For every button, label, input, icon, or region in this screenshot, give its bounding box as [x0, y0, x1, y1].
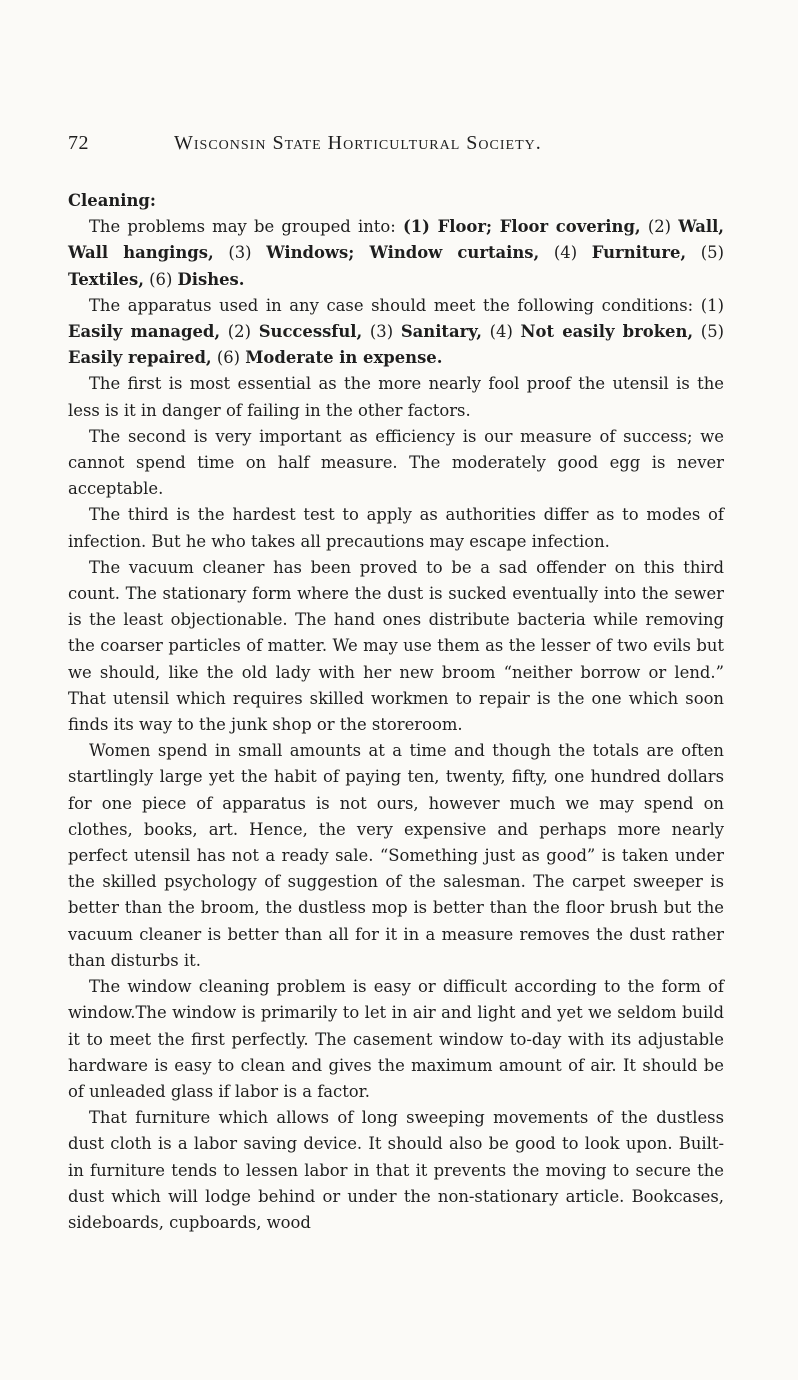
- paragraph-apparatus: The apparatus used in any case should meet the following conditions: (1) Easily managed, (2) Successful, (3) Sanitary, (4) Not easily broken, (5) Easily repaired, (6) Moderate in expense.: [68, 295, 725, 368]
- running-title: Wisconsin State Horticultural Society.: [174, 132, 542, 154]
- paragraph-women-spend: Women spend in small amounts at a time and though the totals are often startlingly large yet the habit of paying ten, twenty, fifty, one hundred dollars for one piece of apparatus is not ours, however much we may spend on clothes, books, art. Hence, the very expensive and perhaps more nearly perfect utensil has not a ready sale. “Something just as good” is taken under the skilled psychology of suggestion of the salesman. The carpet sweeper is better than the broom, the dustless mop is better than the floor brush but the vacuum cleaner is better than all for it in a measure removes the dust rather than disturbs it.: [68, 741, 724, 970]
- section-heading: Cleaning:: [68, 191, 156, 210]
- page-number: 72: [68, 132, 89, 154]
- paragraph-vacuum-cleaner: The vacuum cleaner has been proved to be a sad offender on this third count. The stationary form where the dust is sucked eventually into the sewer is the least objectionable. The hand ones distribute bacteria while removing the coarser particles of matter. We may use them as the lesser of two evils but we should, like the old lady with her new broom “neither borrow or lend.” That utensil which requires skilled workmen to repair is the one which soon finds its way to the junk shop or the storeroom.: [68, 557, 724, 735]
- paragraph-first: The first is most essential as the more nearly fool proof the utensil is the less is it in danger of failing in the other factors.: [68, 374, 724, 420]
- body-text: [68, 188, 724, 1236]
- paragraph-third: The third is the hardest test to apply as authorities differ as to modes of infection. But he who takes all precautions may escape infection.: [68, 505, 724, 551]
- paragraph-furniture: That furniture which allows of long sweeping movements of the dustless dust cloth is a labor saving device. It should also be good to look upon. Built-in furniture tends to lessen labor in that it prevents the moving to secure the dust which will lodge behind or under the non-stationary article. Bookcases, sideboards, cupboards, wood: [68, 1108, 724, 1232]
- paragraph-problems: The problems may be grouped into: (1) Floor; Floor covering, (2) Wall, Wall hangings, (3) Windows; Window curtains, (4) Furniture, (5) Textiles, (6) Dishes.: [68, 217, 725, 289]
- paragraph-second: The second is very important as efficiency is our measure of success; we cannot spend time on half measure. The moderately good egg is never acceptable.: [68, 426, 724, 499]
- paragraph-window-cleaning: The window cleaning problem is easy or difficult according to the form of window.The window is primarily to let in air and light and yet we seldom build it to meet the first perfectly. The casement window to-day with its adjustable hardware is easy to clean and gives the maximum amount of air. It should be of unleaded glass if labor is a factor.: [68, 977, 724, 1101]
